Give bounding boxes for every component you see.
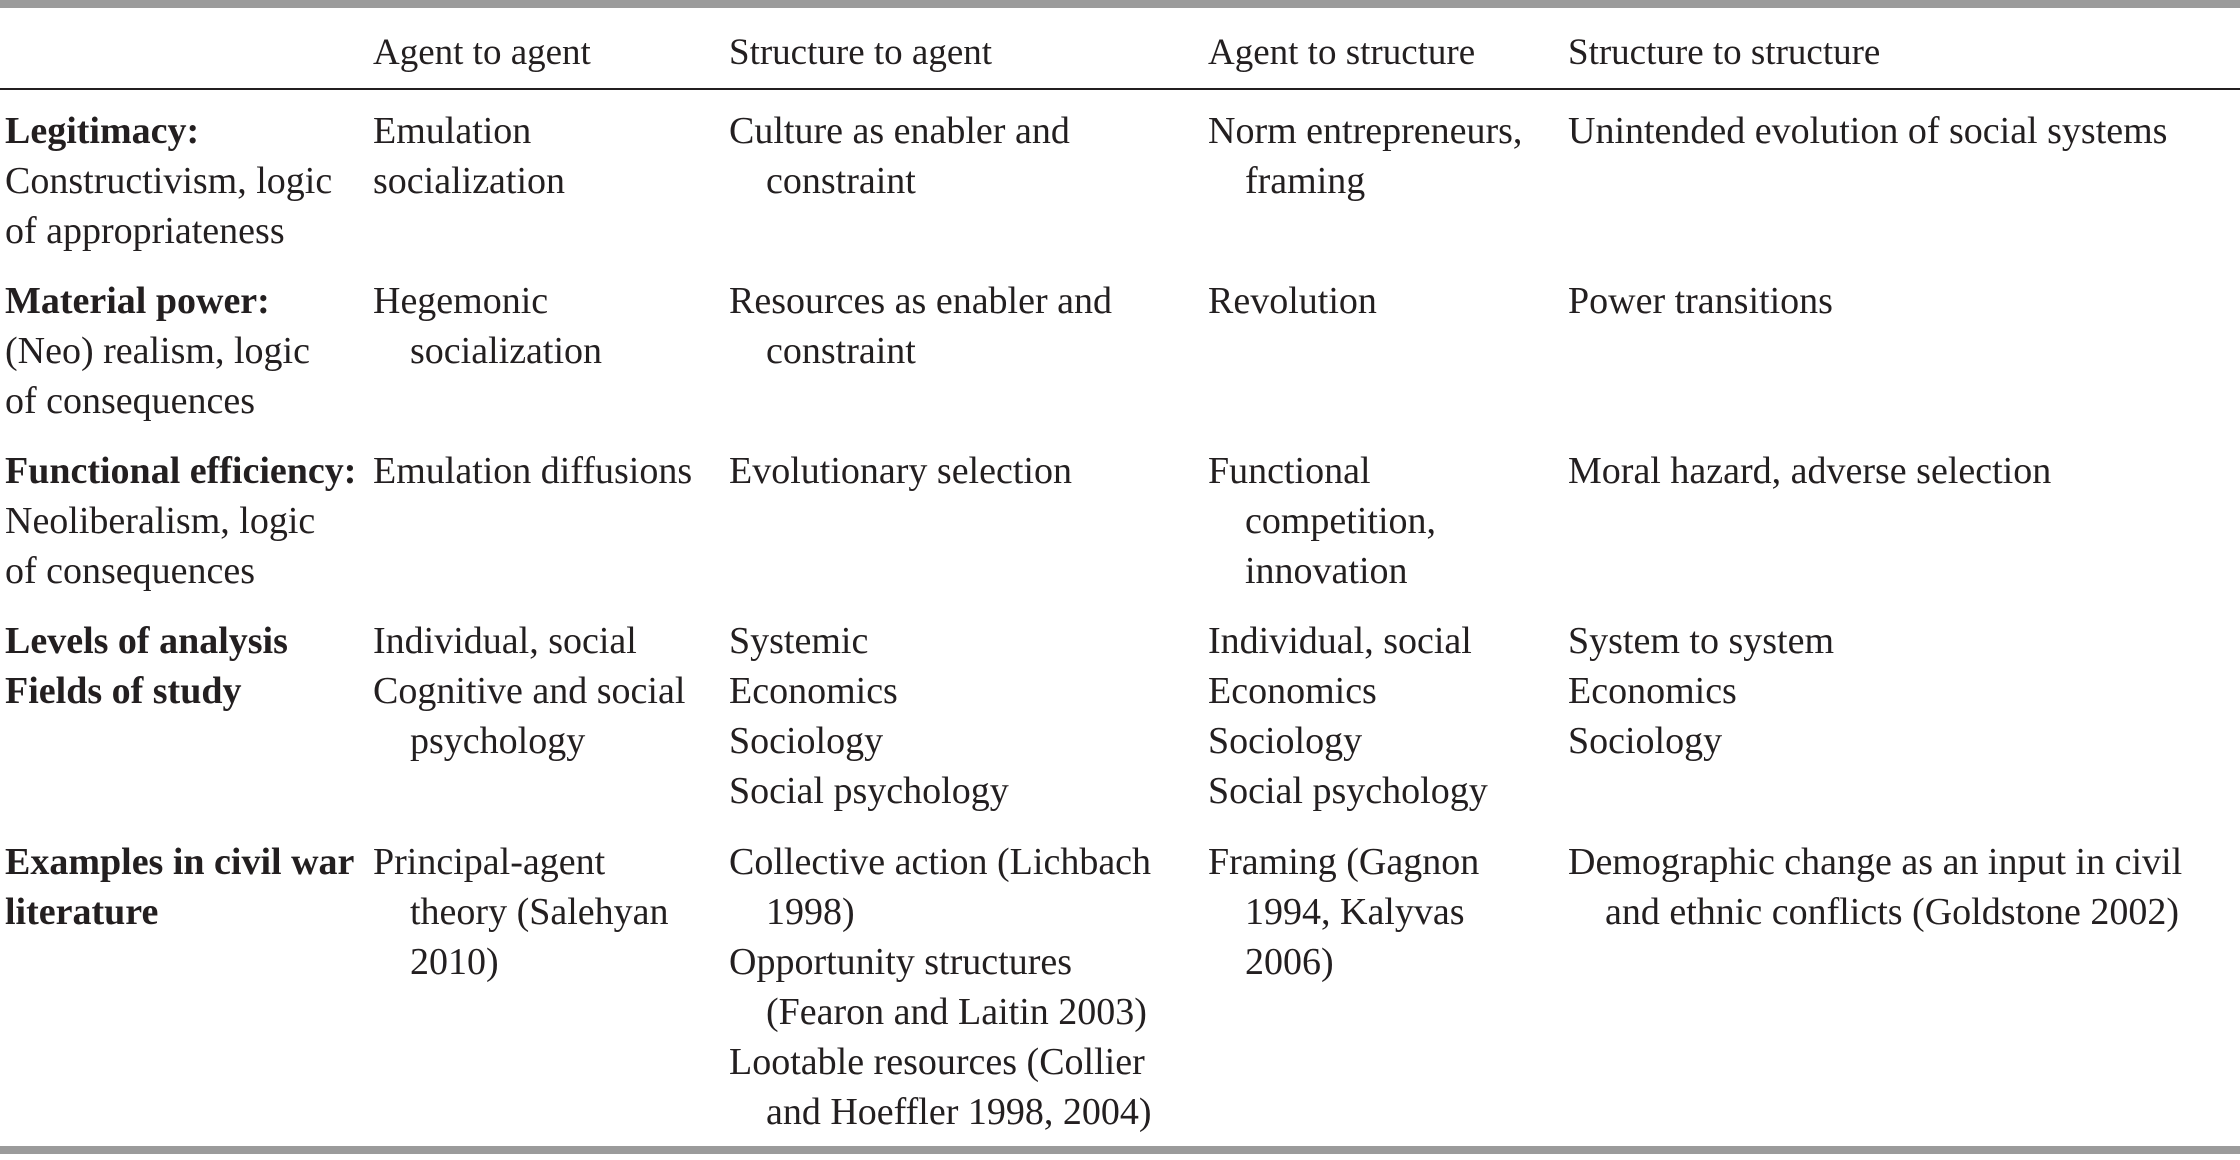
- row-head-text: of consequences: [5, 550, 256, 592]
- cell-r2-c3: [1208, 276, 1377, 326]
- cell-text: Resources as enabler and: [729, 280, 1113, 322]
- row-head-title: Legitimacy:: [5, 110, 200, 152]
- cell-r4-c4: [1568, 616, 1834, 766]
- row-head-text: Constructivism, logic: [5, 160, 333, 202]
- cell-text: (Fearon and Laitin 2003): [766, 991, 1147, 1033]
- cell-text: 1994, Kalyvas: [1245, 891, 1465, 933]
- row-head-title: Levels of analysis: [5, 620, 288, 662]
- cell-text: Principal-agent: [373, 841, 606, 883]
- cell-text: socialization: [410, 330, 603, 372]
- cell-r3-c1: [373, 446, 692, 496]
- header-structure-to-agent: Structure to agent: [729, 32, 993, 73]
- cell-text: System to system: [1568, 620, 1835, 662]
- cell-text: Demographic change as an input in civil: [1568, 841, 2183, 883]
- cell-r4-c1: [373, 616, 685, 766]
- cell-text: Evolutionary selection: [729, 450, 1072, 492]
- cell-text: Individual, social: [373, 620, 637, 662]
- cell-r5-c2: [729, 837, 1152, 1137]
- row-head-title: Fields of study: [5, 670, 242, 712]
- cell-text: 2010): [410, 941, 499, 983]
- cell-text: Individual, social: [1208, 620, 1472, 662]
- cell-text: 1998): [766, 891, 855, 933]
- cell-text: competition,: [1245, 500, 1437, 542]
- cell-text: socialization: [373, 160, 566, 202]
- cell-r2-c2: [729, 276, 1112, 376]
- table-top-rule: [0, 0, 2240, 8]
- cell-text: Emulation: [373, 110, 532, 152]
- table-bottom-rule: [0, 1146, 2240, 1154]
- cell-text: Sociology: [1208, 720, 1363, 762]
- cell-text: Economics: [1568, 670, 1737, 712]
- header-agent-to-agent: Agent to agent: [373, 32, 591, 73]
- cell-text: theory (Salehyan: [410, 891, 669, 933]
- row-head-title: literature: [5, 891, 159, 933]
- cell-text: Lootable resources (Collier: [729, 1041, 1145, 1083]
- cell-r3-c3: [1208, 446, 1436, 596]
- row-head-text: of appropriateness: [5, 210, 285, 252]
- row-head-material-power: [5, 276, 310, 426]
- cell-text: constraint: [766, 330, 916, 372]
- cell-text: Emulation diffusions: [373, 450, 693, 492]
- row-head-examples: [5, 837, 354, 937]
- cell-text: framing: [1245, 160, 1366, 202]
- row-head-levels-fields: [5, 616, 288, 716]
- cell-text: Hegemonic: [373, 280, 549, 322]
- cell-text: innovation: [1245, 550, 1408, 592]
- cell-text: Economics: [1208, 670, 1377, 712]
- cell-text: and Hoeffler 1998, 2004): [766, 1091, 1152, 1133]
- row-head-legitimacy: [5, 106, 332, 256]
- cell-r5-c4: [1568, 837, 2182, 937]
- cell-text: Collective action (Lichbach: [729, 841, 1152, 883]
- cell-text: Framing (Gagnon: [1208, 841, 1480, 883]
- cell-r1-c4: [1568, 106, 2167, 156]
- row-head-text: of consequences: [5, 380, 256, 422]
- cell-r2-c1: [373, 276, 602, 376]
- cell-text: Norm entrepreneurs,: [1208, 110, 1523, 152]
- cell-r2-c4: [1568, 276, 1833, 326]
- cell-text: Opportunity structures: [729, 941, 1073, 983]
- row-head-title: Material power:: [5, 280, 270, 322]
- row-head-text: (Neo) realism, logic: [5, 330, 310, 372]
- row-head-title: Functional efficiency:: [5, 450, 357, 492]
- cell-text: Culture as enabler and: [729, 110, 1070, 152]
- header-rule: [0, 88, 2240, 90]
- row-head-functional-efficiency: [5, 446, 356, 596]
- row-head-title: Examples in civil war: [5, 841, 355, 883]
- cell-text: Social psychology: [1208, 770, 1488, 812]
- cell-text: Moral hazard, adverse selection: [1568, 450, 2052, 492]
- cell-text: and ethnic conflicts (Goldstone 2002): [1605, 891, 2180, 933]
- cell-text: Power transitions: [1568, 280, 1833, 322]
- row-head-text: Neoliberalism, logic: [5, 500, 316, 542]
- cell-text: Sociology: [1568, 720, 1723, 762]
- cell-text: 2006): [1245, 941, 1334, 983]
- header-agent-to-structure: Agent to structure: [1208, 32, 1476, 73]
- cell-text: constraint: [766, 160, 916, 202]
- cell-r4-c2: [729, 616, 1009, 816]
- header-structure-to-structure: Structure to structure: [1568, 32, 1881, 73]
- cell-r4-c3: [1208, 616, 1488, 816]
- cell-text: Cognitive and social: [373, 670, 686, 712]
- cell-r1-c2: [729, 106, 1070, 206]
- cell-text: Unintended evolution of social systems: [1568, 110, 2168, 152]
- cell-r5-c1: [373, 837, 669, 987]
- cell-r1-c3: [1208, 106, 1522, 206]
- cell-text: Economics: [729, 670, 898, 712]
- cell-r5-c3: [1208, 837, 1479, 987]
- cell-r1-c1: [373, 106, 565, 206]
- cell-text: Revolution: [1208, 280, 1377, 322]
- cell-text: Systemic: [729, 620, 869, 662]
- cell-text: Sociology: [729, 720, 884, 762]
- cell-text: Functional: [1208, 450, 1371, 492]
- cell-text: psychology: [410, 720, 586, 762]
- cell-r3-c2: [729, 446, 1072, 496]
- cell-text: Social psychology: [729, 770, 1009, 812]
- cell-r3-c4: [1568, 446, 2051, 496]
